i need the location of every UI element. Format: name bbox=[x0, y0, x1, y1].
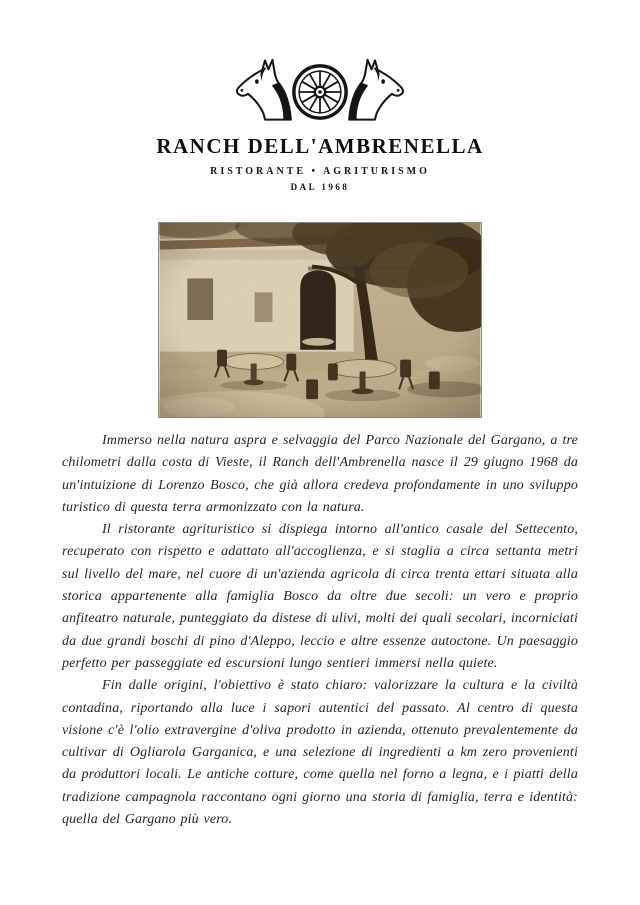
horse-head-right-icon bbox=[341, 52, 409, 122]
brand-title: RANCH DELL'AMBRENELLA bbox=[156, 134, 484, 158]
paragraph-intro: Immerso nella natura aspra e selvaggia del Parco Nazionale del Gargano, a tre chilometri dalla costa di Vieste, il Ranch dell'Ambrenella nasce il 29 giugno 1968 da un'intuizione di Lorenzo Bosco, che già allora credeva profondamente in uno sviluppo turistico di questa terra armonizzato con la natura. bbox=[62, 433, 578, 515]
brand-subtitle: RISTORANTE • AGRITURISMO bbox=[210, 166, 430, 177]
paragraph-cuisine: Fin dalle origini, l'obiettivo è stato chiaro: valorizzare la cultura e la civiltà contadina, riportando alla luce i sapori autentici del passato. Al centro di questa visione c'è l'olio extravergine d'oliva prodotto in azienda, ottenuto prevalentemente da cultivar di Ogliarola Garganica, e una selezione di ingredienti a km zero provenienti da produttori locali. Le antiche cotture, come quella nel forno a legna, e i piatti della tradizione campagnola raccontano ogni giorno una storia di famiglia, terra e identità: quella del Gargano più vero. bbox=[62, 678, 578, 828]
terrace-photo bbox=[158, 222, 482, 418]
brand-tagline: DAL 1968 bbox=[290, 182, 350, 192]
terrace-photo-image bbox=[158, 222, 482, 418]
article bbox=[0, 430, 640, 831]
paragraph-estate: Il ristorante agrituristico si dispiega intorno all'antico casale del Settecento, recuperato con rispetto e adattato all'accoglienza, e si staglia a circa settanta metri sul livello del mare, nel cuore di un'azienda agricola di circa trenta ettari situata alla storica appartenente alla famiglia Bosco da oltre due secoli: un vero e proprio anfiteatro naturale, punteggiato da distese di ulivi, molti dei quali secolari, incorniciati da due grandi boschi di pino d'Aleppo, leccio e altre essenze autoctone. Un paesaggio perfetto per passeggiate ed escursioni lungo sentieri immersi nella quiete. bbox=[62, 522, 578, 671]
horse-head-left-icon bbox=[231, 52, 299, 122]
logo-art bbox=[0, 50, 640, 122]
logo bbox=[0, 0, 640, 192]
